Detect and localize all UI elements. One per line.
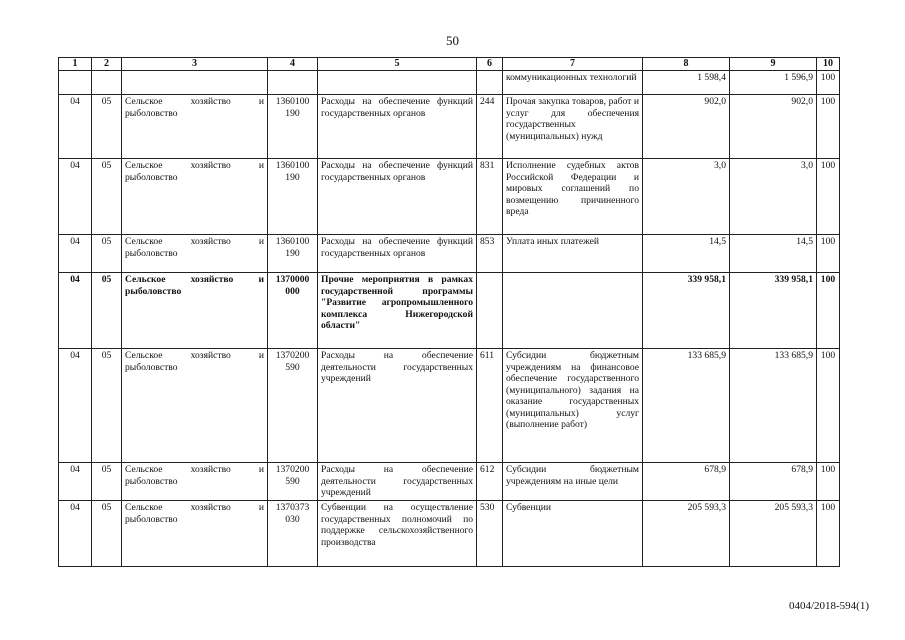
column-header-6: 6: [477, 58, 503, 71]
cell-section-name: Сельское хозяйство и рыболовство: [122, 463, 268, 501]
cell-subsection: 05: [92, 501, 122, 567]
cell-expense-code: [477, 71, 503, 95]
cell-percent: 100: [817, 235, 840, 273]
cell-target-name: Расходы на обеспечение деятельности государственных учреждений: [318, 349, 477, 463]
cell-actual: 133 685,9: [730, 349, 817, 463]
column-header-9: 9: [730, 58, 817, 71]
cell-expense-name: Исполнение судебных актов Российской Федерации и мировых соглашений по возмещению причиненного вреда: [503, 159, 643, 235]
cell-target-name: Расходы на обеспечение функций государственных органов: [318, 235, 477, 273]
cell-planned: 1 598,4: [643, 71, 730, 95]
cell-target-code: 1360100 190: [268, 159, 318, 235]
cell-actual: 678,9: [730, 463, 817, 501]
cell-planned: 14,5: [643, 235, 730, 273]
cell-percent: 100: [817, 71, 840, 95]
cell-expense-name: Субсидии бюджетным учреждениям на финансовое обеспечение государственного (муниципального) задания на оказание государственных (муниципальных) услуг (выполнение работ): [503, 349, 643, 463]
cell-planned: 339 958,1: [643, 273, 730, 349]
table-row: [59, 273, 840, 349]
table-row: [59, 501, 840, 567]
cell-target-name: Расходы на обеспечение функций государственных органов: [318, 95, 477, 159]
cell-actual: 1 596,9: [730, 71, 817, 95]
column-header-4: 4: [268, 58, 318, 71]
cell-target-name: Субвенции на осуществление государственных полномочий по поддержке сельскохозяйственного производства: [318, 501, 477, 567]
cell-section-name: Сельское хозяйство и рыболовство: [122, 95, 268, 159]
cell-expense-code: [477, 273, 503, 349]
cell-planned: 3,0: [643, 159, 730, 235]
cell-percent: 100: [817, 349, 840, 463]
cell-expense-name: Прочая закупка товаров, работ и услуг для обеспечения государственных (муниципальных) нужд: [503, 95, 643, 159]
cell-percent: 100: [817, 273, 840, 349]
cell-actual: 205 593,3: [730, 501, 817, 567]
cell-expense-code: 612: [477, 463, 503, 501]
cell-expense-name: [503, 273, 643, 349]
cell-target-code: 1370200 590: [268, 463, 318, 501]
cell-subsection: 05: [92, 273, 122, 349]
cell-section-name: Сельское хозяйство и рыболовство: [122, 349, 268, 463]
cell-expense-code: 831: [477, 159, 503, 235]
cell-subsection: 05: [92, 349, 122, 463]
cell-subsection: [92, 71, 122, 95]
cell-target-code: 1370373 030: [268, 501, 318, 567]
cell-target-name: Расходы на обеспечение функций государственных органов: [318, 159, 477, 235]
cell-expense-name: коммуникационных технологий: [503, 71, 643, 95]
cell-section-name: [122, 71, 268, 95]
cell-target-code: 1360100 190: [268, 95, 318, 159]
cell-percent: 100: [817, 159, 840, 235]
cell-subsection: 05: [92, 463, 122, 501]
column-header-10: 10: [817, 58, 840, 71]
cell-section: 04: [59, 349, 92, 463]
cell-percent: 100: [817, 501, 840, 567]
cell-target-code: 1370200 590: [268, 349, 318, 463]
cell-section-name: Сельское хозяйство и рыболовство: [122, 273, 268, 349]
cell-planned: 133 685,9: [643, 349, 730, 463]
cell-target-code: [268, 71, 318, 95]
cell-expense-code: 244: [477, 95, 503, 159]
cell-subsection: 05: [92, 159, 122, 235]
cell-expense-code: 853: [477, 235, 503, 273]
cell-section: 04: [59, 273, 92, 349]
column-header-1: 1: [59, 58, 92, 71]
cell-target-name: Прочие мероприятия в рамках государственной программы "Развитие агропромышленного комплекса Нижегородской области": [318, 273, 477, 349]
table-body: [59, 71, 840, 567]
cell-target-code: 1360100 190: [268, 235, 318, 273]
cell-section: [59, 71, 92, 95]
cell-expense-code: 611: [477, 349, 503, 463]
cell-section: 04: [59, 159, 92, 235]
cell-actual: 339 958,1: [730, 273, 817, 349]
cell-planned: 205 593,3: [643, 501, 730, 567]
budget-table: [58, 57, 840, 567]
cell-target-name: Расходы на обеспечение деятельности государственных учреждений: [318, 463, 477, 501]
cell-actual: 3,0: [730, 159, 817, 235]
cell-subsection: 05: [92, 235, 122, 273]
cell-expense-name: Субвенции: [503, 501, 643, 567]
column-header-8: 8: [643, 58, 730, 71]
cell-target-code: 1370000 000: [268, 273, 318, 349]
cell-section: 04: [59, 95, 92, 159]
cell-actual: 902,0: [730, 95, 817, 159]
cell-percent: 100: [817, 95, 840, 159]
table-row: [59, 463, 840, 501]
cell-section-name: Сельское хозяйство и рыболовство: [122, 159, 268, 235]
cell-expense-name: Субсидии бюджетным учреждениям на иные цели: [503, 463, 643, 501]
page-number: 50: [446, 33, 459, 48]
document-code: 0404/2018-594(1): [788, 600, 869, 612]
cell-subsection: 05: [92, 95, 122, 159]
table-row: [59, 349, 840, 463]
column-header-7: 7: [503, 58, 643, 71]
table-row: [59, 95, 840, 159]
cell-target-name: [318, 71, 477, 95]
column-header-5: 5: [318, 58, 477, 71]
cell-section: 04: [59, 235, 92, 273]
cell-expense-name: Уплата иных платежей: [503, 235, 643, 273]
table-row: [59, 159, 840, 235]
cell-expense-code: 530: [477, 501, 503, 567]
cell-section-name: Сельское хозяйство и рыболовство: [122, 235, 268, 273]
column-header-2: 2: [92, 58, 122, 71]
cell-section: 04: [59, 463, 92, 501]
cell-planned: 902,0: [643, 95, 730, 159]
cell-section-name: Сельское хозяйство и рыболовство: [122, 501, 268, 567]
cell-planned: 678,9: [643, 463, 730, 501]
cell-section: 04: [59, 501, 92, 567]
table-row: [59, 71, 840, 95]
cell-percent: 100: [817, 463, 840, 501]
header-row: [59, 58, 840, 71]
column-header-3: 3: [122, 58, 268, 71]
cell-actual: 14,5: [730, 235, 817, 273]
table-row: [59, 235, 840, 273]
